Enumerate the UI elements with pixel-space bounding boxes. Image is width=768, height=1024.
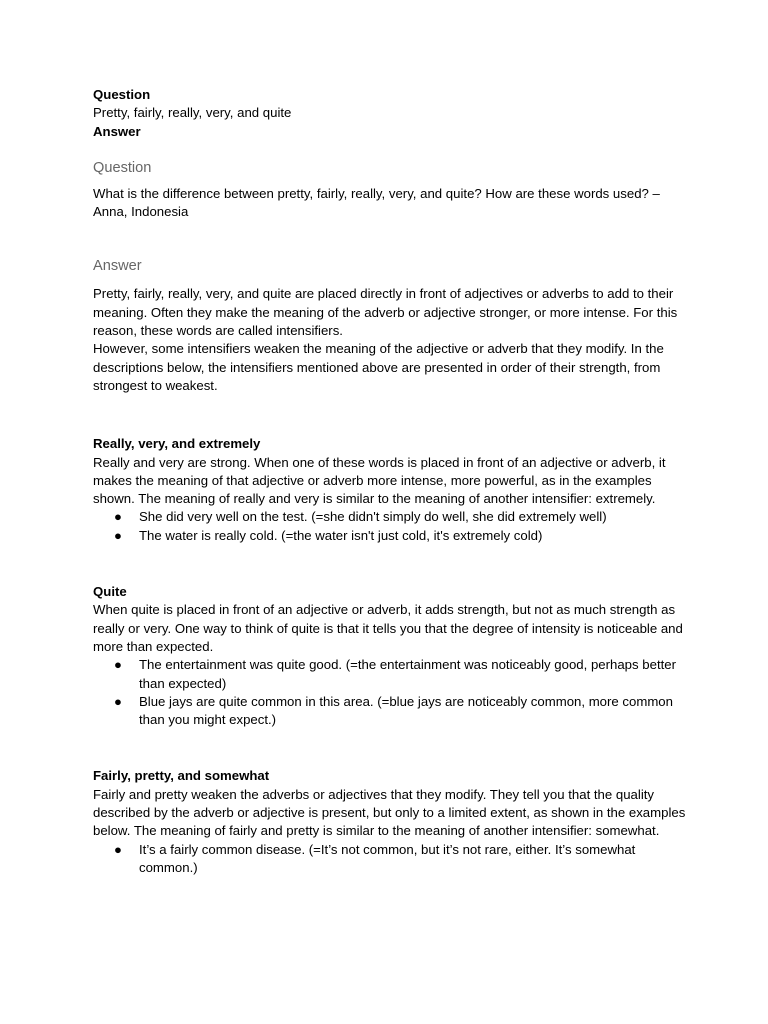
bullet-icon: ● <box>114 693 122 709</box>
answer-paragraph: However, some intensifiers weaken the meaning of the adjective or adverb that they modify. In the descriptions below, the intensifiers mentioned above are presented in order of their strength, from strongest to weakest. <box>93 341 664 393</box>
question-label: Question <box>93 87 151 102</box>
answer-heading: Answer <box>93 258 142 275</box>
document-title: Pretty, fairly, really, very, and quite <box>93 105 292 121</box>
list-item <box>114 841 688 878</box>
bullet-icon: ● <box>114 841 122 857</box>
bullet-icon: ● <box>114 657 122 673</box>
list-item-text: She did very well on the test. (=she didn't simply do well, she did extremely well) <box>139 509 607 525</box>
list-item <box>114 656 688 693</box>
question-heading: Question <box>93 159 152 176</box>
list-item-text: Blue jays are quite common in this area. (=blue jays are noticeably common, more common than you might expect.) <box>139 693 673 728</box>
example-list <box>93 841 688 878</box>
list-item-text: It’s a fairly common disease. (=It’s not common, but it’s not rare, either. It’s somewhat common.) <box>139 841 636 875</box>
list-item <box>114 508 688 526</box>
example-list <box>93 656 688 729</box>
question-text: What is the difference between pretty, fairly, really, very, and quite? How are these words used? – Anna, Indonesia <box>93 185 660 220</box>
answer-label: Answer <box>93 123 141 139</box>
document-page <box>93 86 688 877</box>
list-item <box>114 527 688 545</box>
section-title-fairly-pretty: Fairly, pretty, and somewhat <box>93 768 270 784</box>
example-list <box>93 508 688 545</box>
bullet-icon: ● <box>114 509 122 525</box>
section-title-quite: Quite <box>93 584 127 600</box>
section-body: When quite is placed in front of an adjective or adverb, it adds strength, but not as much strength as really or very. One way to think of quite is that it tells you that the degree of intensity is noticeable and more than expected. <box>93 602 683 654</box>
section-title-really-very: Really, very, and extremely <box>93 436 261 452</box>
list-item-text: The entertainment was quite good. (=the entertainment was noticeably good, perhaps better than expected) <box>139 657 676 691</box>
list-item <box>114 693 688 730</box>
list-item-text: The water is really cold. (=the water isn't just cold, it's extremely cold) <box>139 527 543 543</box>
bullet-icon: ● <box>114 527 122 543</box>
answer-paragraph: Pretty, fairly, really, very, and quite are placed directly in front of adjectives or adverbs to add to their meaning. Often they make the meaning of the adverb or adjective stronger, or more intense. For this reason, these words are called intensifiers. <box>93 286 678 339</box>
section-body: Fairly and pretty weaken the adverbs or adjectives that they modify. They tell you that the quality described by the adverb or adjective is present, but only to a limited extent, as shown in the examples below. The meaning of fairly and pretty is similar to the meaning of another intensifier: somewhat. <box>93 786 686 839</box>
section-body: Really and very are strong. When one of these words is placed in front of an adjective or adverb, it makes the meaning of that adjective or adverb more intense, more powerful, as in the examples shown. The meaning of really and very is similar to the meaning of another intensifier: extremely. <box>93 454 666 507</box>
